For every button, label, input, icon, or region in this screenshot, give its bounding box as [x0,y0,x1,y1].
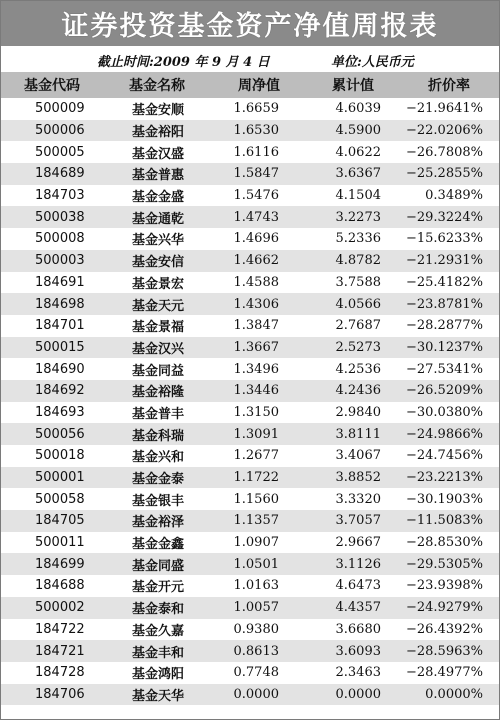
fund-code-cell: 500018 [35,448,85,464]
discount-rate-cell: −25.4182% [405,274,483,290]
discount-rate-cell: −30.0380% [405,404,483,420]
discount-rate-cell: −26.4392% [405,621,483,637]
discount-rate-cell: −21.9641% [405,101,483,117]
weekly-nav-cell: 1.3446 [233,383,279,399]
discount-rate-cell: −29.5305% [405,556,483,572]
table-row [1,662,499,684]
discount-rate-cell: −23.8781% [405,296,483,312]
cumulative-nav-cell: 5.2336 [335,231,381,247]
fund-code-cell: 184699 [35,556,85,572]
weekly-nav-cell: 1.0057 [233,600,279,616]
table-row [1,597,499,619]
fund-code-cell: 500015 [35,339,85,355]
fund-name-cell: 基金汉盛 [132,146,185,162]
fund-code-cell: 500006 [35,123,85,139]
cumulative-nav-cell: 4.6473 [335,578,381,594]
fund-name-cell: 基金金泰 [132,472,185,488]
fund-name-cell: 基金银丰 [132,493,185,509]
table-row [1,553,499,575]
table-row [1,337,499,359]
discount-rate-cell: −28.2877% [405,318,483,334]
fund-name-cell: 基金裕隆 [132,385,185,401]
fund-code-cell: 184691 [35,274,85,290]
discount-rate-cell: −25.2855% [405,166,483,182]
table-row [1,163,499,185]
fund-name-cell: 基金天华 [132,688,185,704]
fund-nav-table [1,72,499,705]
fund-name-cell: 基金普丰 [132,406,185,422]
fund-code-cell: 184722 [35,621,85,637]
cutoff-date: 截止时间:2009 年 9 月 4 日 [97,55,270,70]
fund-code-cell: 500003 [35,253,85,269]
fund-name-cell: 基金兴华 [132,233,185,249]
fund-code-cell: 184693 [35,404,85,420]
discount-rate-cell: −15.6233% [405,231,483,247]
discount-rate-cell: −30.1903% [405,491,483,507]
weekly-nav-cell: 0.8613 [233,643,279,659]
cumulative-nav-cell: 3.7057 [335,513,381,529]
fund-name-cell: 基金景福 [132,320,185,336]
cumulative-nav-cell: 3.4067 [335,448,381,464]
fund-name-cell: 基金裕阳 [132,125,185,141]
table-row [1,206,499,228]
discount-rate-cell: −22.0206% [405,123,483,139]
fund-table-area [1,72,499,705]
cumulative-nav-cell: 3.6093 [335,643,381,659]
column-header-name: 基金名称 [103,72,211,98]
weekly-nav-cell: 1.0163 [233,578,279,594]
column-header-code: 基金代码 [1,72,103,98]
cumulative-nav-cell: 3.6680 [335,621,381,637]
discount-rate-cell: −28.8530% [405,535,483,551]
cumulative-nav-cell: 3.6367 [335,166,381,182]
weekly-nav-cell: 1.4743 [233,209,279,225]
fund-code-cell: 500038 [35,209,85,225]
weekly-nav-cell: 1.0907 [233,535,279,551]
table-row [1,120,499,142]
fund-code-cell: 184701 [35,318,85,334]
cumulative-nav-cell: 2.9667 [335,535,381,551]
cumulative-nav-cell: 2.5273 [335,339,381,355]
fund-code-cell: 500001 [35,470,85,486]
discount-rate-cell: −28.4977% [405,665,483,681]
weekly-nav-cell: 1.5847 [233,166,279,182]
fund-name-cell: 基金安信 [132,255,185,271]
cumulative-nav-cell: 3.8852 [335,470,381,486]
fund-name-cell: 基金开元 [132,580,185,596]
fund-code-cell: 184689 [35,166,85,182]
weekly-nav-cell: 1.6659 [233,101,279,117]
fund-code-cell: 500002 [35,600,85,616]
fund-code-cell: 184690 [35,361,85,377]
fund-code-cell: 184706 [35,686,85,702]
table-row [1,250,499,272]
fund-name-cell: 基金同益 [132,363,185,379]
fund-name-cell: 基金同盛 [132,558,185,574]
discount-rate-cell: −24.9866% [405,426,483,442]
fund-name-cell: 基金景宏 [132,276,185,292]
discount-rate-cell: −26.5209% [405,383,483,399]
discount-rate-cell: −30.1237% [405,339,483,355]
cumulative-nav-cell: 4.2436 [335,383,381,399]
weekly-nav-cell: 1.4306 [233,296,279,312]
table-row [1,467,499,489]
fund-name-cell: 基金鸿阳 [132,667,185,683]
table-row [1,488,499,510]
cumulative-nav-cell: 4.0622 [335,144,381,160]
cumulative-nav-cell: 3.8111 [335,426,381,442]
fund-code-cell: 500009 [35,101,85,117]
cumulative-nav-cell: 0.0000 [335,686,381,702]
fund-code-cell: 500008 [35,231,85,247]
report-meta [1,47,499,69]
weekly-nav-cell: 1.4588 [233,274,279,290]
weekly-nav-cell: 1.3847 [233,318,279,334]
cumulative-nav-cell: 3.3320 [335,491,381,507]
weekly-nav-cell: 1.5476 [233,188,279,204]
fund-code-cell: 184703 [35,188,85,204]
currency-unit: 单位:人民币元 [331,55,414,70]
table-row [1,185,499,207]
discount-rate-cell: 0.0000% [425,686,483,702]
cumulative-nav-cell: 4.1504 [335,188,381,204]
table-row [1,684,499,706]
cumulative-nav-cell: 4.4357 [335,600,381,616]
table-row [1,532,499,554]
fund-code-cell: 184721 [35,643,85,659]
cumulative-nav-cell: 4.5900 [335,123,381,139]
fund-name-cell: 基金汉兴 [132,341,185,357]
fund-code-cell: 184692 [35,383,85,399]
discount-rate-cell: −11.5083% [405,513,483,529]
cumulative-nav-cell: 4.6039 [335,101,381,117]
table-row [1,640,499,662]
fund-name-cell: 基金金鑫 [132,537,185,553]
discount-rate-cell: −24.9279% [405,600,483,616]
fund-name-cell: 基金丰和 [132,645,185,661]
discount-rate-cell: −21.2931% [405,253,483,269]
table-row [1,293,499,315]
table-row [1,272,499,294]
discount-rate-cell: −26.7808% [405,144,483,160]
weekly-nav-cell: 1.3091 [233,426,279,442]
table-body [1,98,499,705]
table-row [1,358,499,380]
table-row [1,402,499,424]
table-row [1,228,499,250]
table-row [1,315,499,337]
fund-name-cell: 基金科瑞 [132,428,185,444]
table-row [1,575,499,597]
fund-name-cell: 基金泰和 [132,602,185,618]
cumulative-nav-cell: 3.7588 [335,274,381,290]
fund-name-cell: 基金金盛 [132,190,185,206]
table-header-row [1,72,499,98]
fund-code-cell: 184728 [35,665,85,681]
discount-rate-cell: −27.5341% [405,361,483,377]
weekly-nav-cell: 1.6116 [233,144,279,160]
title-banner [1,1,499,46]
discount-rate-cell: 0.3489% [425,188,483,204]
fund-code-cell: 184688 [35,578,85,594]
cumulative-nav-cell: 4.2536 [335,361,381,377]
cumulative-nav-cell: 3.1126 [335,556,381,572]
column-header-cumulative: 累计值 [307,72,399,98]
fund-code-cell: 500011 [35,535,85,551]
cumulative-nav-cell: 2.3463 [335,665,381,681]
fund-code-cell: 184705 [35,513,85,529]
weekly-nav-cell: 1.4662 [233,253,279,269]
weekly-nav-cell: 1.2677 [233,448,279,464]
table-row [1,619,499,641]
table-row [1,98,499,120]
cumulative-nav-cell: 4.0566 [335,296,381,312]
weekly-nav-cell: 0.7748 [233,665,279,681]
weekly-nav-cell: 1.1560 [233,491,279,507]
weekly-nav-cell: 1.1722 [233,470,279,486]
fund-name-cell: 基金安顺 [132,103,185,119]
fund-name-cell: 基金久嘉 [132,623,185,639]
weekly-nav-cell: 0.0000 [233,686,279,702]
weekly-nav-cell: 1.4696 [233,231,279,247]
discount-rate-cell: −23.9398% [405,578,483,594]
weekly-nav-cell: 1.0501 [233,556,279,572]
weekly-nav-cell: 1.3496 [233,361,279,377]
column-header-weekly-nav: 周净值 [211,72,307,98]
table-row [1,380,499,402]
discount-rate-cell: −29.3224% [405,209,483,225]
weekly-nav-cell: 1.3667 [233,339,279,355]
fund-name-cell: 基金普惠 [132,168,185,184]
column-header-discount: 折价率 [399,72,499,98]
table-row [1,510,499,532]
cumulative-nav-cell: 3.2273 [335,209,381,225]
weekly-nav-cell: 1.6530 [233,123,279,139]
fund-name-cell: 基金通乾 [132,211,185,227]
report-title: 证券投资基金资产净值周报表 [61,11,439,42]
discount-rate-cell: −24.7456% [405,448,483,464]
fund-name-cell: 基金裕泽 [132,515,185,531]
fund-code-cell: 184698 [35,296,85,312]
weekly-nav-cell: 0.9380 [233,621,279,637]
weekly-nav-cell: 1.3150 [233,404,279,420]
fund-name-cell: 基金天元 [132,298,185,314]
discount-rate-cell: −28.5963% [405,643,483,659]
discount-rate-cell: −23.2213% [405,470,483,486]
fund-name-cell: 基金兴和 [132,450,185,466]
fund-code-cell: 500005 [35,144,85,160]
cumulative-nav-cell: 4.8782 [335,253,381,269]
table-row [1,141,499,163]
table-row [1,423,499,445]
fund-code-cell: 500056 [35,426,85,442]
fund-code-cell: 500058 [35,491,85,507]
table-row [1,445,499,467]
cumulative-nav-cell: 2.7687 [335,318,381,334]
weekly-nav-cell: 1.1357 [233,513,279,529]
cumulative-nav-cell: 2.9840 [335,404,381,420]
